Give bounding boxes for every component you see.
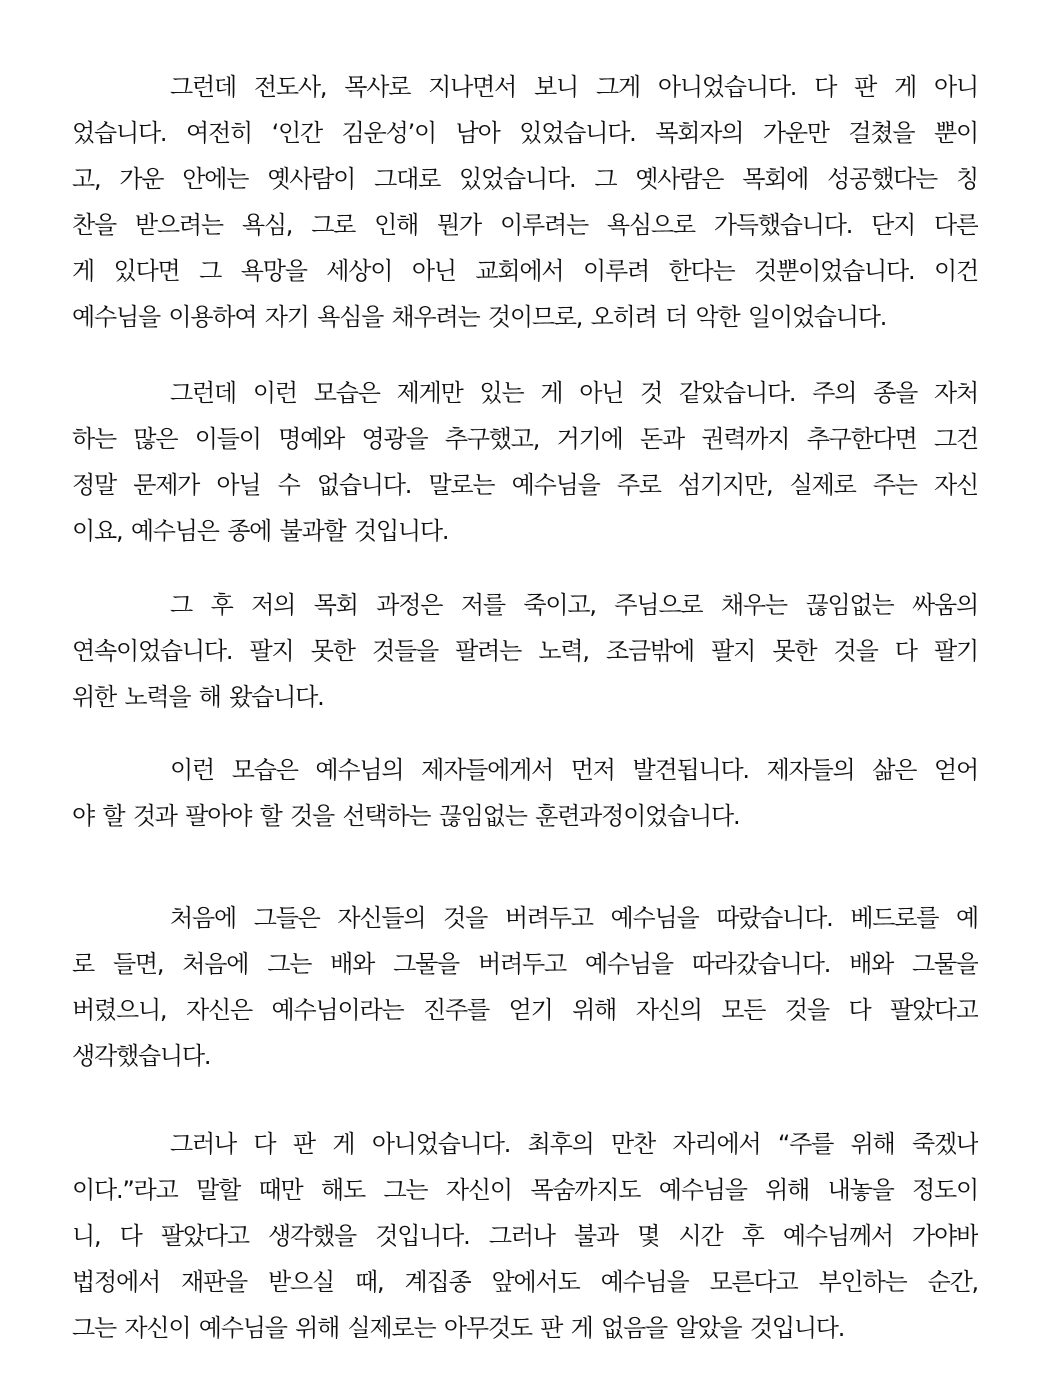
text-line: 위한 노력을 해 왔습니다. xyxy=(72,683,324,711)
text-line: 버렸으니, 자신은 예수님이라는 진주를 얻기 위해 자신의 모든 것을 다 팔았다고 xyxy=(72,996,978,1024)
text-line: 정말 문제가 아닐 수 없습니다. 말로는 예수님을 주로 섬기지만, 실제로 주는 자신 xyxy=(72,471,978,499)
paragraph-3 xyxy=(72,582,978,720)
paragraph-6 xyxy=(72,1121,978,1351)
text-line: 예수님을 이용하여 자기 욕심을 채우려는 것이므로, 오히려 더 악한 일이었습니다. xyxy=(72,303,887,331)
text-line: 그 후 저의 목회 과정은 저를 죽이고, 주님으로 채우는 끊임없는 싸움의 xyxy=(170,591,978,619)
text-line: 하는 많은 이들이 명예와 영광을 추구했고, 거기에 돈과 권력까지 추구한다면 그건 xyxy=(72,425,978,453)
paragraph-2 xyxy=(72,370,978,554)
text-line: 그런데 이런 모습은 제게만 있는 게 아닌 것 같았습니다. 주의 종을 자처 xyxy=(170,379,978,407)
paragraph-4 xyxy=(72,747,978,839)
paragraph-1 xyxy=(72,64,978,340)
text-line: 그러나 다 판 게 아니었습니다. 최후의 만찬 자리에서 “주를 위해 죽겠나 xyxy=(170,1130,978,1158)
text-line: 찬을 받으려는 욕심, 그로 인해 뭔가 이루려는 욕심으로 가득했습니다. 단지 다른 xyxy=(72,211,978,239)
text-line: 법정에서 재판을 받으실 때, 계집종 앞에서도 예수님을 모른다고 부인하는 순간, xyxy=(72,1268,978,1296)
text-line: 처음에 그들은 자신들의 것을 버려두고 예수님을 따랐습니다. 베드로를 예 xyxy=(170,904,978,932)
text-line: 이런 모습은 예수님의 제자들에게서 먼저 발견됩니다. 제자들의 삶은 얻어 xyxy=(170,756,978,784)
text-line: 게 있다면 그 욕망을 세상이 아닌 교회에서 이루려 한다는 것뿐이었습니다. 이건 xyxy=(72,257,978,285)
text-line: 그런데 전도사, 목사로 지나면서 보니 그게 아니었습니다. 다 판 게 아니 xyxy=(170,73,978,101)
text-line: 었습니다. 여전히 ‘인간 김운성’이 남아 있었습니다. 목회자의 가운만 걸쳤을 뿐이 xyxy=(72,119,978,147)
paragraph-5 xyxy=(72,895,978,1079)
text-line: 야 할 것과 팔아야 할 것을 선택하는 끊임없는 훈련과정이었습니다. xyxy=(72,802,740,830)
text-line: 니, 다 팔았다고 생각했을 것입니다. 그러나 불과 몇 시간 후 예수님께서 가야바 xyxy=(72,1222,978,1250)
text-line: 고, 가운 안에는 옛사람이 그대로 있었습니다. 그 옛사람은 목회에 성공했다는 칭 xyxy=(72,165,978,193)
text-line: 연속이었습니다. 팔지 못한 것들을 팔려는 노력, 조금밖에 팔지 못한 것을 다 팔기 xyxy=(72,637,978,665)
text-line: 로 들면, 처음에 그는 배와 그물을 버려두고 예수님을 따라갔습니다. 배와 그물을 xyxy=(72,950,978,978)
text-line: 이요, 예수님은 종에 불과할 것입니다. xyxy=(72,517,449,545)
text-line: 이다.”라고 말할 때만 해도 그는 자신이 목숨까지도 예수님을 위해 내놓을 정도이 xyxy=(72,1176,978,1204)
text-line: 생각했습니다. xyxy=(72,1042,211,1070)
text-line: 그는 자신이 예수님을 위해 실제로는 아무것도 판 게 없음을 알았을 것입니다. xyxy=(72,1314,845,1342)
